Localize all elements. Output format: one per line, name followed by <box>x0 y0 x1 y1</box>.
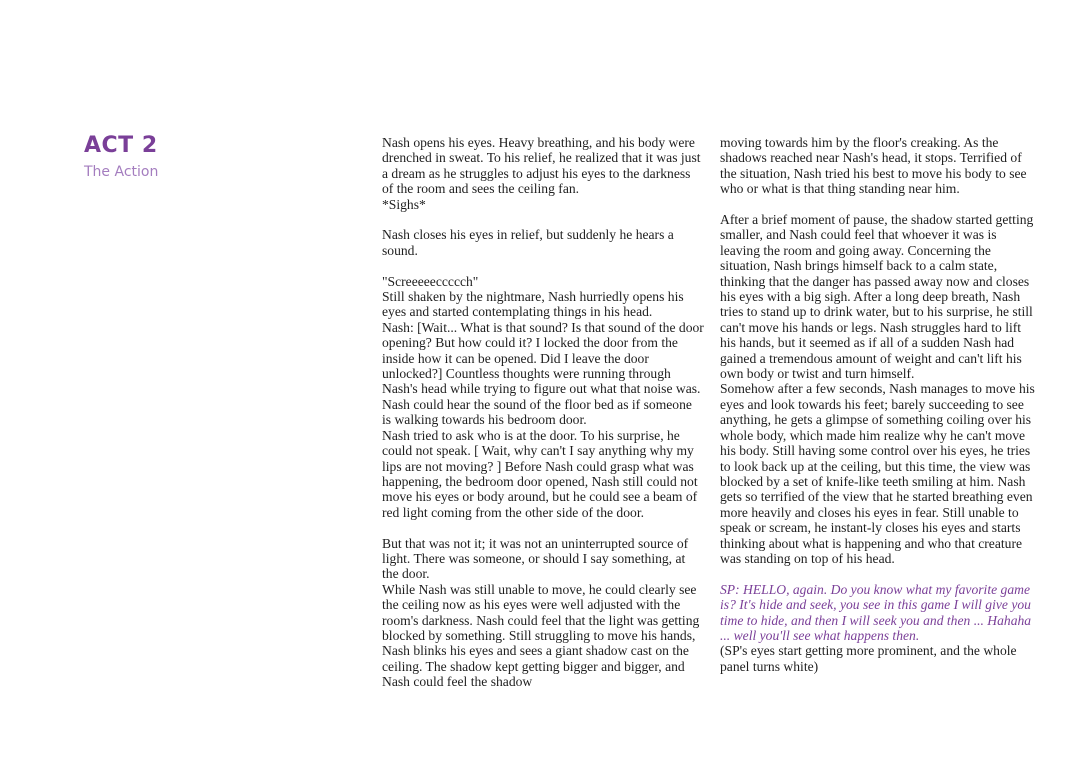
paragraph: Nash tried to ask who is at the door. To his surprise, he could not speak. [ Wait, why can't I say anything why my lips are not moving? ] Before Nash could grasp what was happening, the bedroom door opened, Nash still could not move his eyes or body around, but he could see a beam of red light coming from the other side of the door. <box>382 427 698 520</box>
stage-direction: (SP's eyes start getting more prominent, and the whole panel turns white) <box>720 643 1017 674</box>
paragraph: Nash: [Wait... What is that sound? Is that sound of the door opening? But how could it? I locked the door from the inside how it can be opened. Did I leave the door unlocked?] Countless thoughts were running through Nash's head while trying to figure out what that noise was. Nash could hear the sound of the floor bed as if someone is walking towards his bedroom door. <box>382 319 704 428</box>
paragraph: moving towards him by the floor's creaking. As the shadows reached near Nash's head, it stops. Terrified of the situation, Nash tried his best to move his body to see who or what is that thing standing near him. <box>720 135 1027 197</box>
paragraph: Nash opens his eyes. Heavy breathing, and his body were drenched in sweat. To his relief, he realized that it was just a dream as he struggles to adjust his eyes to the darkness of the room and sees the ceiling fan. <box>382 135 701 197</box>
right-text-column <box>720 135 1038 674</box>
paragraph: After a brief moment of pause, the shadow started getting smaller, and Nash could feel that whoever it was is leaving the room and going away. Concerning the situation, Nash brings himself back to a calm state, thinking that the danger has passed away now and closes his eyes with a big sigh. After a long deep breath, Nash tries to stand up to drink water, but to his surprise, he still can't move his hands or legs. Nash struggles hard to lift his hands, but it seemed as if all of a sudden Nash had gained a tremendous amount of weight and can't lift his own body or twist and turn himself. <box>720 212 1034 382</box>
left-text-column <box>382 135 704 690</box>
act-subtitle: The Action <box>84 164 159 180</box>
sp-dialogue: SP: HELLO, again. Do you know what my favorite game is? It's hide and seek, you see in this game I will give you time to hide, and then I will seek you and then ... Hahaha ... well you'll see what happens then. <box>720 581 1032 643</box>
paragraph: While Nash was still unable to move, he could clearly see the ceiling now as his eyes were well adjusted with the room's darkness. Nash could feel that the light was getting blocked by something. Still struggling to move his hands, Nash blinks his eyes and sees a giant shadow cast on the ceiling. The shadow kept getting bigger and bigger, and Nash could feel the shadow <box>382 581 700 690</box>
paragraph: But that was not it; it was not an uninterrupted source of light. There was someone, or should I say something, at the door. <box>382 535 689 582</box>
paragraph: Somehow after a few seconds, Nash manages to move his eyes and look towards his feet; barely succeeding to see anything, he gets a glimpse of something coiling over his whole body, which made him realize why he can't move his body. Still having some control over his eyes, he tries to look back up at the ceiling, but this time, the view was blocked by a set of knife-like teeth smiling at him. Nash gets so terrified of the view that he started breathing even more heavily and closes his eyes in fear. Still unable to speak or scream, he instant-ly closes his eyes and starts thinking about what is happening and who that creature was standing on top of his head. <box>720 381 1035 566</box>
paragraph: Still shaken by the nightmare, Nash hurriedly opens his eyes and started contemplating things in his head. <box>382 289 684 320</box>
paragraph: *Sighs* <box>382 196 426 212</box>
paragraph: Nash closes his eyes in relief, but suddenly he hears a sound. <box>382 227 674 258</box>
act-title: ACT 2 <box>84 133 158 158</box>
sound-effect: "Screeeeeccccch" <box>382 273 479 289</box>
